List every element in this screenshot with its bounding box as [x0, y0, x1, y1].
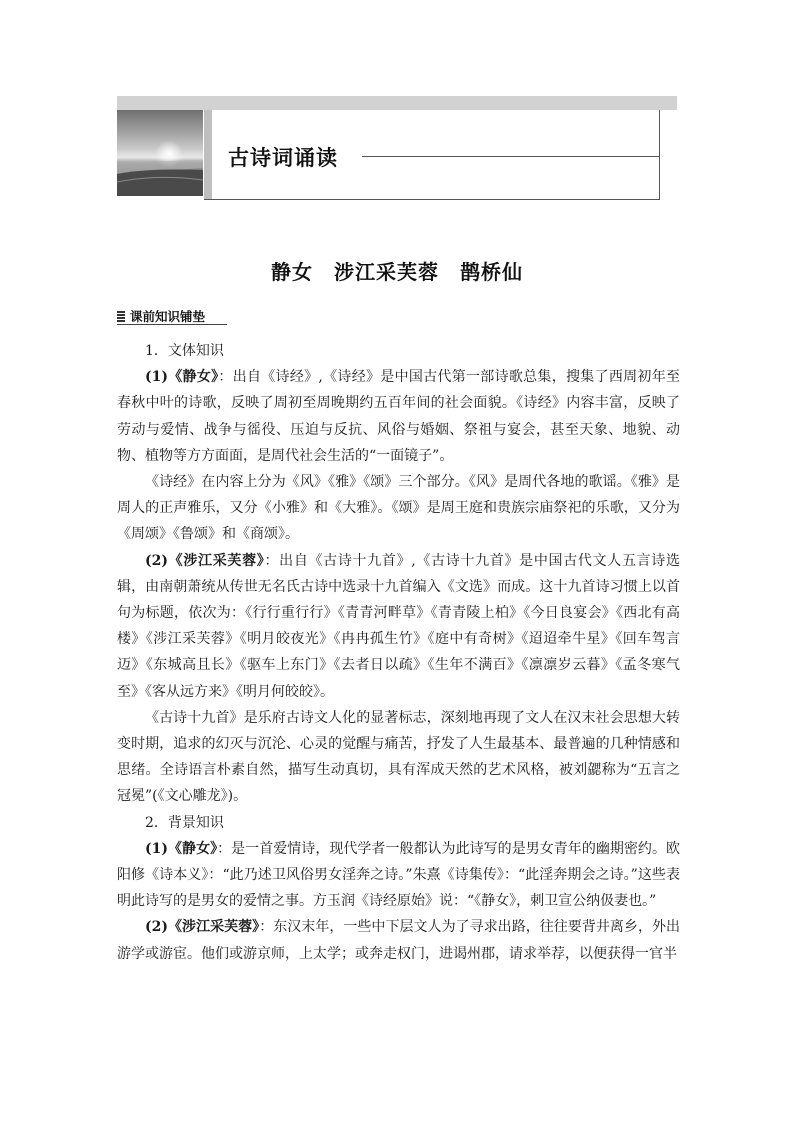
paragraph-label: (1)《静女》: [145, 840, 218, 857]
paragraph-jingnv-genre: [117, 364, 680, 469]
banner-title: 古诗词诵读: [228, 146, 338, 170]
section-header: [117, 306, 205, 326]
paragraph-label: (1)《静女》: [145, 369, 219, 386]
paragraph-jingnv-background: [117, 836, 680, 915]
paragraph-shejiang-genre: [117, 548, 680, 705]
section-marker-icon: [117, 311, 125, 322]
page-title: 静女 涉江采芙蓉 鹊桥仙: [271, 260, 523, 284]
banner-sunset-image: [117, 110, 203, 196]
heading-genre: 1．文体知识: [145, 343, 224, 359]
heading-background: 2．背景知识: [145, 814, 224, 831]
document-body: [117, 338, 680, 967]
paragraph-nineteen-poems: 《古诗十九首》是乐府古诗文人化的显著标志，深刻地再现了文人在汉末社会思想大转变时期，追求的幻灭与沉沦、心灵的觉醒与痛苦，抒发了人生最基本、最普遍的几种情感和思绪。全诗语言朴素自然，描写生动真切，具有浑成天然的艺术风格，被刘勰称为“五言之冠冕”(《文心雕龙》)。: [117, 709, 680, 805]
section-underline: [117, 324, 227, 325]
paragraph-text: ：东汉末年，一些中下层文人为了寻求出路，往往要背井离乡，外出游学或游宦。他们或游京师，上太学；或奔走权门，进谒州郡，请求举荐，以便获得一官半: [117, 919, 681, 962]
paragraph-text: ：是一首爱情诗，现代学者一般都认为此诗写的是男女青年的幽期密约。欧阳修《诗本义》：“此乃述卫风俗男女淫奔之诗。”朱熹《诗集传》：“此淫奔期会之诗。”这些表明此诗写的是男女的爱情之事。方玉润《诗经原始》说：“《静女》，刺卫宣公纳伋妻也。”: [117, 840, 680, 910]
paragraph-shejiang-background: [117, 914, 680, 966]
paragraph-label: (2)《涉江采芙蓉》: [145, 552, 265, 569]
banner-top-bar: [117, 96, 677, 110]
paragraph-shijing-parts: 《诗经》在内容上分为《风》《雅》《颂》三个部分。《风》是周代各地的歌谣。《雅》是周人的正声雅乐，又分《小雅》和《大雅》。《颂》是周王庭和贵族宗庙祭祀的乐歌，又分为《周颂》《鲁颂》和《商颂》。: [117, 474, 680, 543]
paragraph-label: (2)《涉江采芙蓉》: [145, 919, 260, 936]
section-label: 课前知识铺垫: [130, 309, 206, 324]
paragraph-text: ：出自《古诗十九首》,《古诗十九首》是中国古代文人五言诗选辑，由南朝萧统从传世无名氏古诗中选录十九首编入《文选》而成。这十九首诗习惯上以首句为标题，依次为：《行行重行行》《青青河畔草》《青青陵上柏》《今日良宴会》《西北有高楼》《涉江采芙蓉》《明月皎夜光》《冉冉孤生竹》《庭中有奇树》《迢迢牵牛星》《回车驾言迈》《东城高且长》《驱车上东门》《去者日以疏》《生年不满百》《凛凛岁云暮》《孟冬寒气至》《客从远方来》《明月何皎皎》。: [117, 552, 680, 700]
banner-rule: [362, 156, 660, 157]
paragraph-text: ：出自《诗经》,《诗经》是中国古代第一部诗歌总集，搜集了西周初年至春秋中叶的诗歌，反映了周初至周晚期约五百年间的社会面貌。《诗经》内容丰富，反映了劳动与爱情、战争与徭役、压迫与反抗、风俗与婚姻、祭祖与宴会，甚至天象、地貌、动物、植物等方方面面，是周代社会生活的“一面镜子”。: [117, 369, 680, 464]
